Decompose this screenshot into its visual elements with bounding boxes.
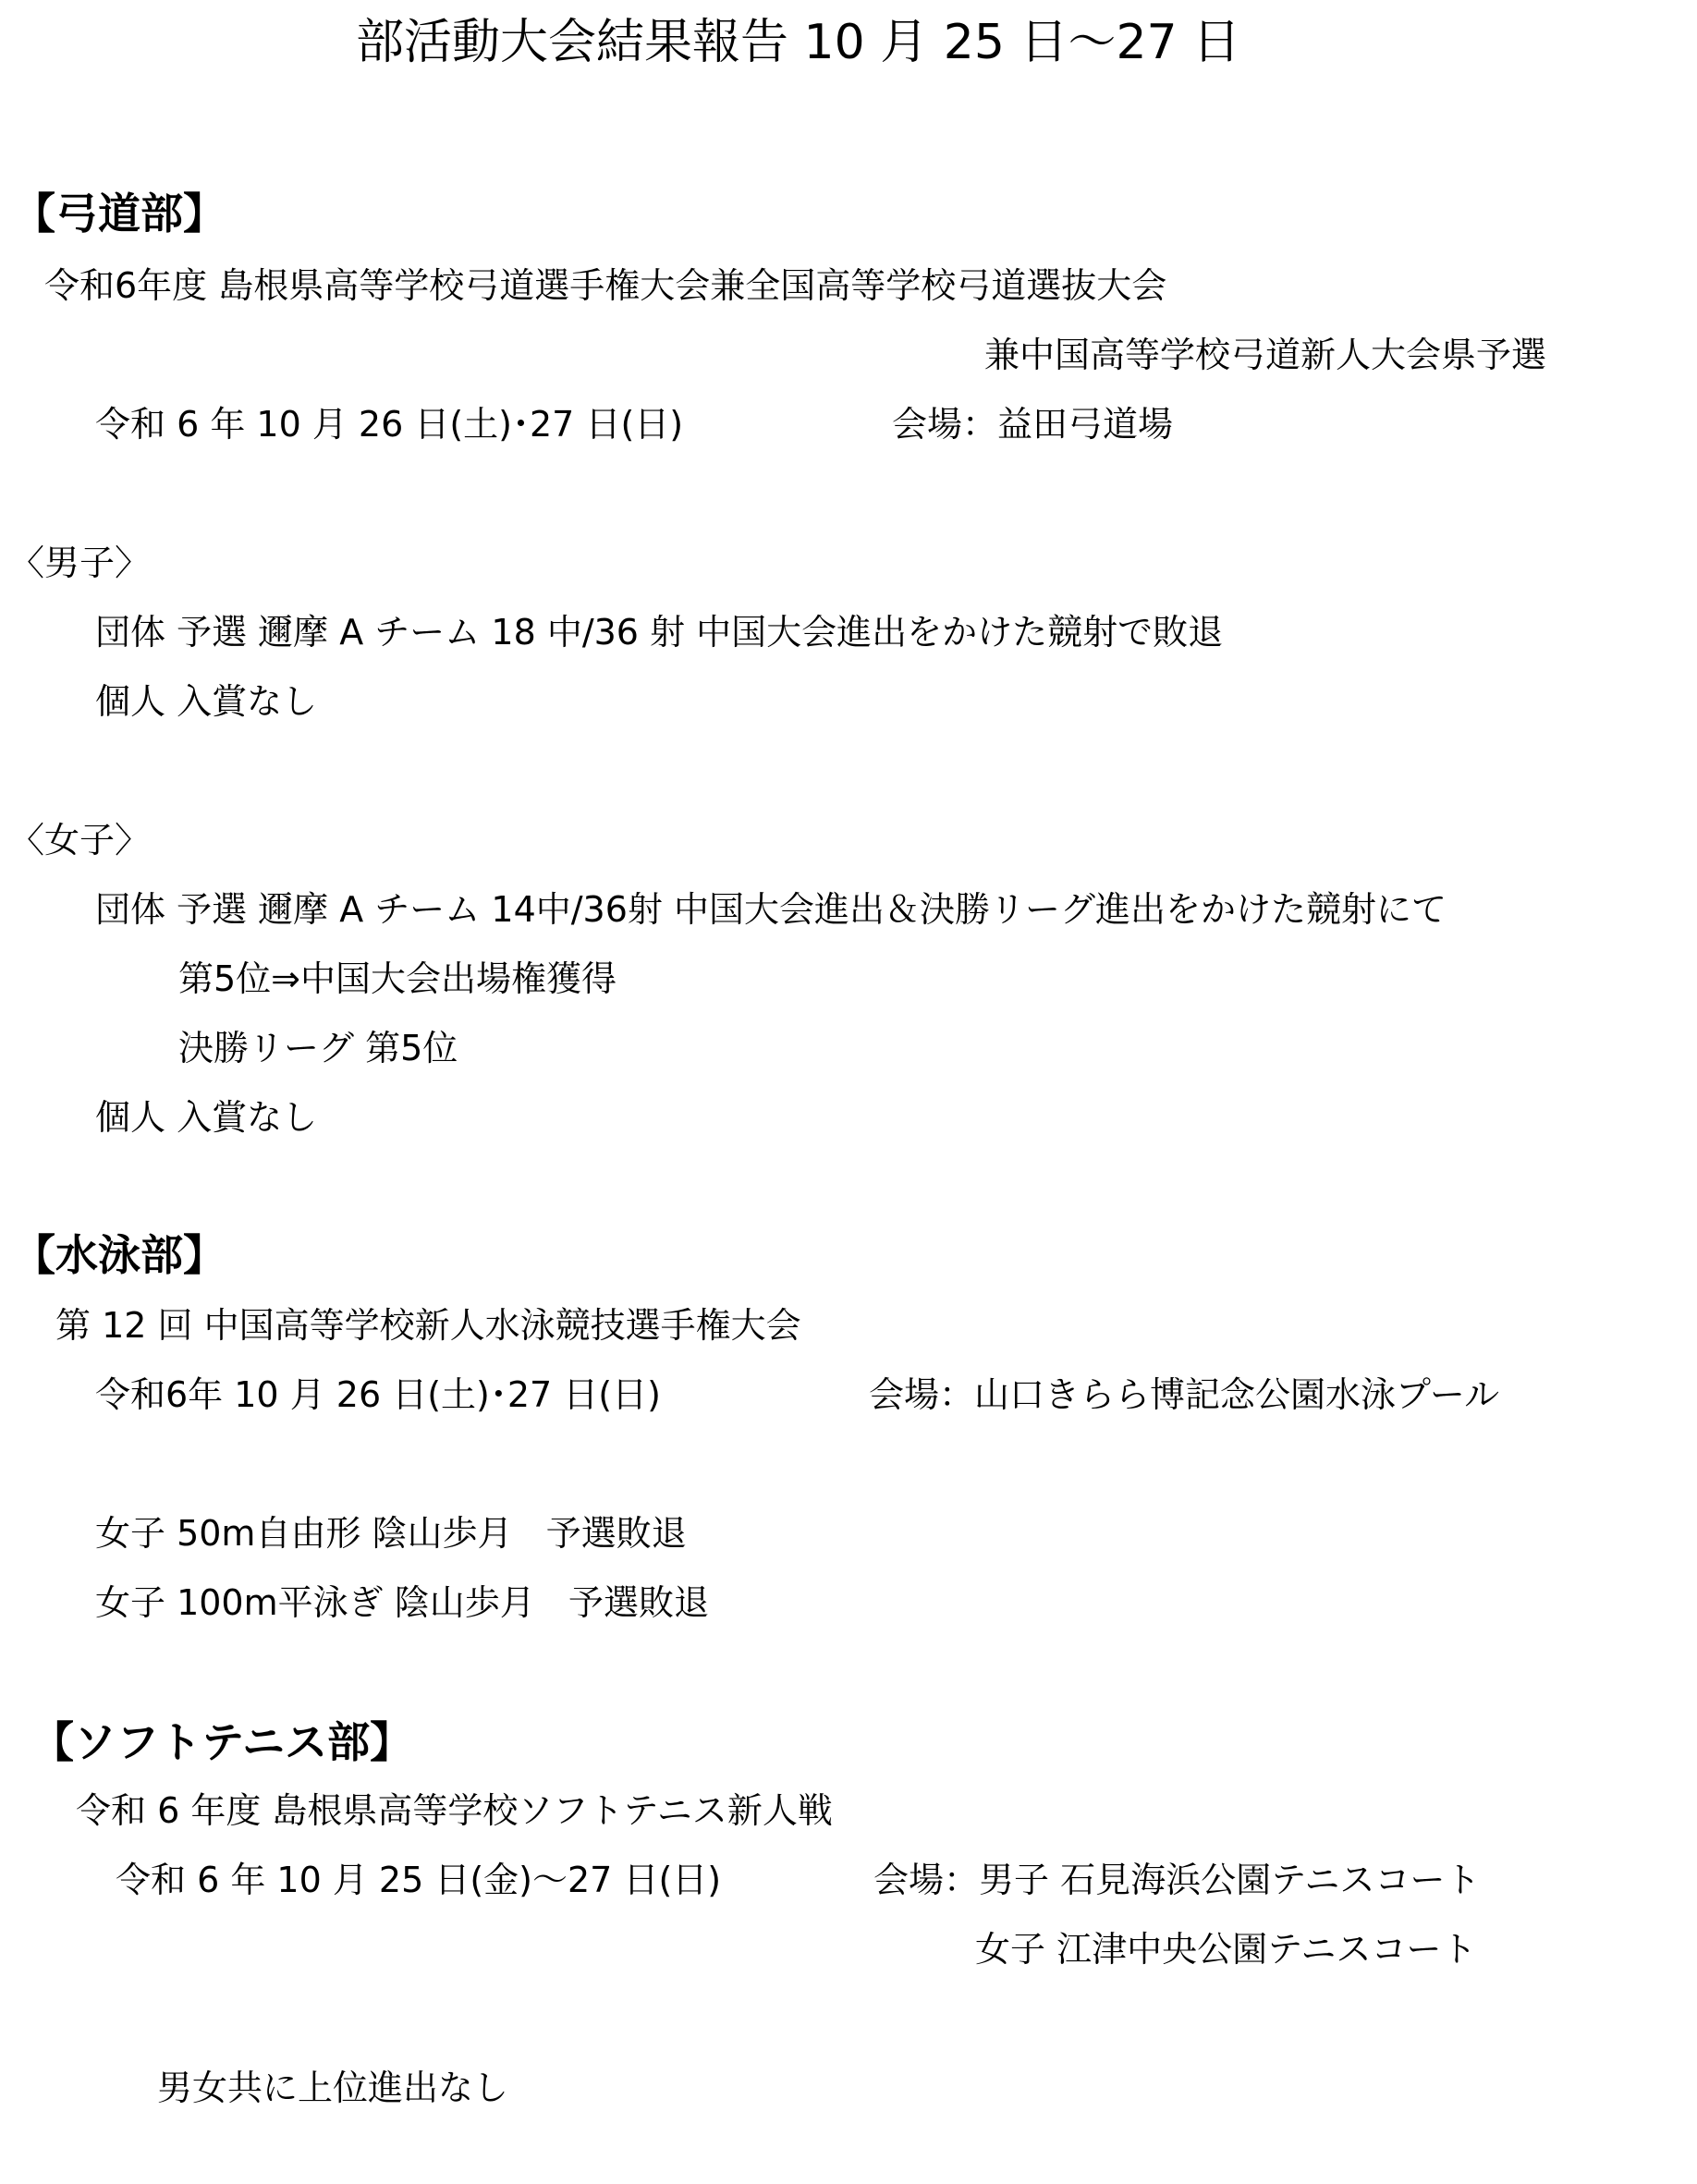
- swimming-result: 女子 50m自由形 陰山歩月 予選敗退: [95, 1513, 687, 1554]
- kyudo-boys-label: 〈男子〉: [9, 543, 151, 583]
- swimming-result: 女子 100m平泳ぎ 陰山歩月 予選敗退: [95, 1582, 709, 1623]
- kyudo-girls-result-1: 第5位⇒中国大会出場権獲得: [178, 958, 617, 999]
- kyudo-event-line2: 兼中国高等学校弓道新人大会県予選: [984, 335, 1547, 375]
- soft-tennis-result: 男女共に上位進出なし: [157, 2068, 509, 2108]
- kyudo-event-line1: 令和6年度 島根県高等学校弓道選手権大会兼全国高等学校弓道選抜大会: [44, 265, 1167, 306]
- swimming-venue: 会場：山口きらら博記念公園水泳プール: [869, 1374, 1500, 1415]
- kyudo-venue: 会場：益田弓道場: [892, 404, 1174, 445]
- swimming-heading: 【水泳部】: [13, 1230, 226, 1280]
- kyudo-date: 令和 6 年 10 月 26 日(土)･27 日(日): [95, 404, 684, 445]
- kyudo-girls-individual-result: 個人 入賞なし: [95, 1097, 318, 1138]
- kyudo-girls-result-2: 決勝リーグ 第5位: [178, 1028, 458, 1068]
- kyudo-girls-team-result: 団体 予選 邇摩 A チーム 14中/36射 中国大会進出＆決勝リーグ進出をかけた競射にて: [95, 889, 1447, 930]
- kyudo-girls-label: 〈女子〉: [9, 820, 151, 860]
- kyudo-heading: 【弓道部】: [13, 189, 226, 238]
- kyudo-boys-individual-result: 個人 入賞なし: [95, 681, 318, 722]
- soft-tennis-date: 令和 6 年 10 月 25 日(金)～27 日(日): [116, 1860, 722, 1900]
- soft-tennis-venue-girls: 女子 江津中央公園テニスコート: [975, 1929, 1477, 1970]
- swimming-date: 令和6年 10 月 26 日(土)･27 日(日): [95, 1374, 661, 1415]
- swimming-event: 第 12 回 中国高等学校新人水泳競技選手権大会: [55, 1305, 801, 1346]
- kyudo-boys-team-result: 団体 予選 邇摩 A チーム 18 中/36 射 中国大会進出をかけた競射で敗退: [95, 612, 1224, 653]
- soft-tennis-heading: 【ソフトテニス部】: [31, 1717, 413, 1767]
- document-title: 部活動大会結果報告 10 月 25 日～27 日: [356, 15, 1241, 70]
- soft-tennis-venue-boys: 会場：男子 石見海浜公園テニスコート: [873, 1860, 1481, 1900]
- soft-tennis-event: 令和 6 年度 島根県高等学校ソフトテニス新人戦: [76, 1790, 833, 1831]
